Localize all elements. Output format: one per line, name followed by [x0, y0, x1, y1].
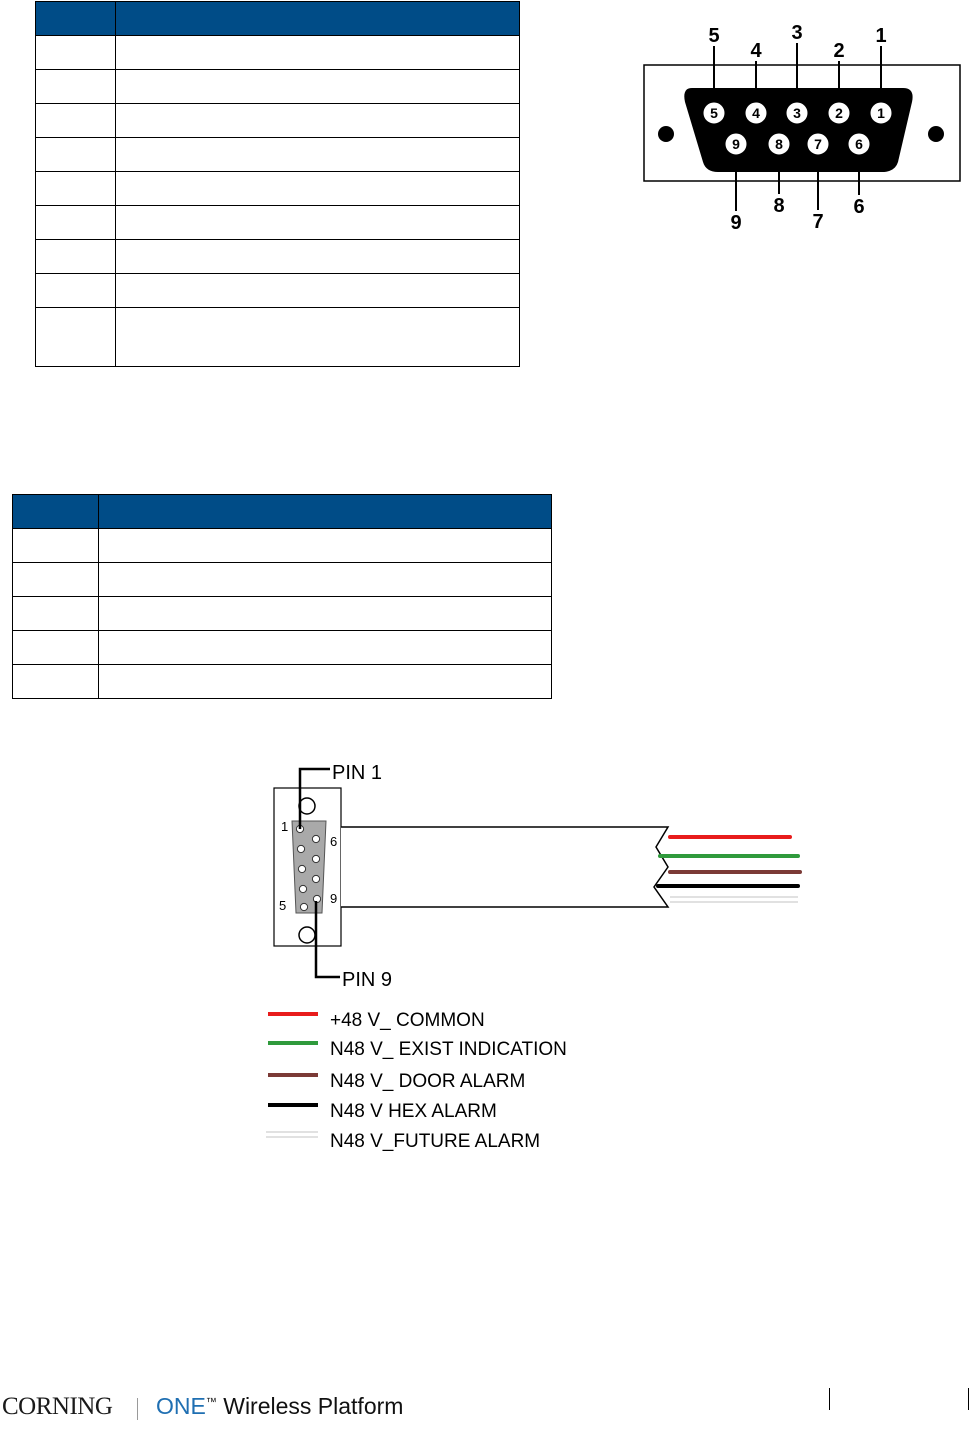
table-cell: [13, 665, 99, 699]
pin-number-label: 1: [281, 819, 289, 834]
table-row: [13, 665, 552, 699]
table-header-row: [13, 495, 552, 529]
pin-contact-number: 2: [835, 105, 843, 121]
pin-number-label: 2: [833, 40, 845, 62]
pin-number-label: 6: [853, 196, 865, 218]
table-cell: [36, 308, 116, 367]
table-cell: [116, 274, 520, 308]
pin-table-2: [12, 494, 552, 699]
table-cell: [36, 104, 116, 138]
pin-contact-number: 7: [814, 136, 822, 152]
pin-number-label: 9: [730, 212, 742, 234]
pin-table-1: [35, 1, 520, 367]
table-row: [36, 104, 520, 138]
mounting-hole-right: [928, 126, 944, 142]
pin-number-label: 7: [812, 211, 824, 233]
legend-label: N48 V HEX ALARM: [330, 1101, 497, 1122]
pin-number-label: 4: [750, 40, 762, 62]
table-cell: [99, 529, 552, 563]
table-cell: [116, 240, 520, 274]
table-cell: [36, 138, 116, 172]
mounting-hole-left: [658, 126, 674, 142]
table-cell: [36, 36, 116, 70]
table-cell: [36, 274, 116, 308]
table-header-cell: [13, 495, 99, 529]
table-header-cell: [36, 2, 116, 36]
table-cell: [99, 597, 552, 631]
pin-number-label: 3: [791, 22, 803, 44]
table-row: [13, 529, 552, 563]
table-row: [36, 36, 520, 70]
table-cell: [116, 36, 520, 70]
pin-number-label: 6: [330, 834, 338, 849]
table-row: [36, 274, 520, 308]
table-row: [36, 70, 520, 104]
connector-pin: [312, 835, 319, 842]
legend-label: N48 V_ DOOR ALARM: [330, 1071, 526, 1092]
product-rest: Wireless Platform: [216, 1393, 404, 1419]
table-header-cell: [99, 495, 552, 529]
table-row: [36, 138, 520, 172]
connector-pin: [300, 903, 307, 910]
pin-number-label: 9: [330, 891, 338, 906]
table-cell: [116, 104, 520, 138]
page-footer: [0, 1386, 972, 1426]
pin9-label: PIN 9: [342, 969, 393, 991]
legend-label: N48 V_FUTURE ALARM: [330, 1131, 541, 1152]
db9-connector-diagram: [630, 14, 965, 239]
pin-contact-number: 1: [877, 105, 885, 121]
table-cell: [116, 172, 520, 206]
corning-logo: CORNING: [2, 1393, 113, 1420]
connector-pin: [299, 885, 306, 892]
table-cell: [116, 70, 520, 104]
connector-pin: [312, 875, 319, 882]
trademark-mark: ™: [205, 1396, 217, 1409]
table-cell: [13, 563, 99, 597]
table-cell: [116, 308, 520, 367]
wire-legend: [266, 1010, 567, 1152]
table-row: [13, 563, 552, 597]
table-cell: [116, 138, 520, 172]
footer-divider: [968, 1388, 969, 1410]
table-cell: [99, 563, 552, 597]
table-header-row: [36, 2, 520, 36]
product-name: [156, 1393, 403, 1420]
table-cell: [13, 529, 99, 563]
alarm-cable-diagram: [250, 755, 820, 1160]
table-row: [36, 172, 520, 206]
legend-label: +48 V_ COMMON: [330, 1010, 485, 1031]
table-row: [13, 631, 552, 665]
footer-divider: [137, 1398, 138, 1420]
table-cell: [36, 206, 116, 240]
connector-pin: [312, 855, 319, 862]
legend-label: N48 V_ EXIST INDICATION: [330, 1039, 567, 1060]
table-row: [36, 308, 520, 367]
table-cell: [36, 70, 116, 104]
pin-contact-number: 3: [793, 105, 801, 121]
footer-divider: [829, 1388, 830, 1410]
product-one: ONE: [156, 1393, 206, 1419]
table-row: [36, 240, 520, 274]
table-cell: [99, 631, 552, 665]
table-cell: [13, 631, 99, 665]
table-cell: [36, 172, 116, 206]
connector-pin: [298, 865, 305, 872]
pin-contact-number: 5: [710, 105, 718, 121]
pin-contact-number: 6: [855, 136, 863, 152]
pin-number-label: 5: [708, 25, 720, 47]
cable-jacket: [341, 827, 668, 907]
pin1-label: PIN 1: [332, 762, 383, 784]
wire-group: [658, 837, 800, 902]
table-row: [36, 206, 520, 240]
connector-pin: [297, 845, 304, 852]
pin-number-label: 5: [279, 898, 287, 913]
pin-contact-number: 4: [752, 105, 760, 121]
pin-number-label: 1: [875, 25, 887, 47]
table-cell: [99, 665, 552, 699]
table-header-cell: [116, 2, 520, 36]
table-cell: [116, 206, 520, 240]
table-row: [13, 597, 552, 631]
table-cell: [36, 240, 116, 274]
table-cell: [13, 597, 99, 631]
pin-contact-number: 9: [732, 136, 740, 152]
pin-number-label: 8: [773, 195, 785, 217]
pin-contact-number: 8: [775, 136, 783, 152]
